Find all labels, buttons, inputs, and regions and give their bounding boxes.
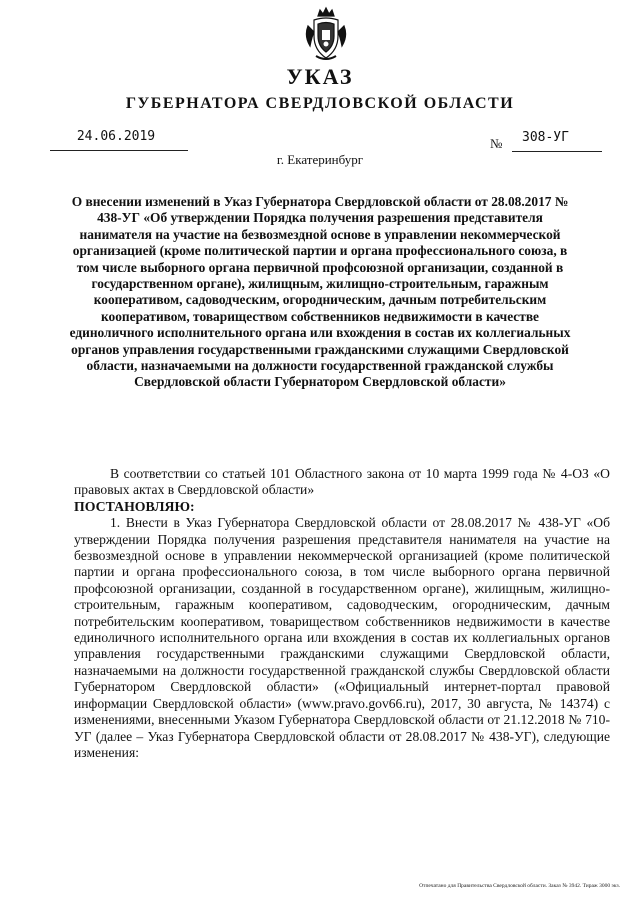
decree-body xyxy=(74,466,610,761)
decree-word: ПОСТАНОВЛЯЮ: xyxy=(74,498,195,514)
item-1-paragraph: 1. Внести в Указ Губернатора Свердловской области от 28.08.2017 № 438-УГ «Об утверждении Порядка получения разрешения представителя нанимателя на участие на безвозмездной основе в управлении некоммерческой организацией (кроме политической партии и органа профессионального союза, в том числе выборного органа первичной профсоюзной организации, созданной в государственном органе), жилищным, жилищно-строительным, гаражным кооперативом, садоводческим, огородническим, дачным потребительским кооперативом, товариществом собственников недвижимости в качестве единоличного исполнительного органа или вхождения в состав их коллегиальных органов управления государственными гражданскими служащими Свердловской области, назначаемыми на должности государственной гражданской службы Свердловской области Губернатором Свердловской области» («Официальный интернет-портал правовой информации Свердловской области» (www.pravo.gov66.ru), 2017, 30 августа, № 14374) с изменениями, внесенными Указом Губернатора Свердловской области от 21.12.2018 № 710-УГ (далее – Указ Губернатора Свердловской области от 28.08.2017 № 438-УГ), следующие изменения: xyxy=(74,515,610,760)
decree-subject: О внесении изменений в Указ Губернатора Свердловской области от 28.08.2017 № 438-УГ «Об утверждении Порядка получения разрешения представителя нанимателя на участие на безвозмездной основе в управлении некоммерческой организацией (кроме политической партии и органа профессионального союза, в том числе выборного органа первичной профсоюзной организации, созданной в государственном органе), жилищным, жилищно-строительным, гаражным кооперативом, садоводческим, огородническим, дачным потребительским кооперативом, товариществом собственников недвижимости в качестве единоличного исполнительного органа или вхождения в состав их коллегиальных органов управления государственными гражданскими служащими Свердловской области, назначаемыми на должности государственной гражданской службы Свердловской области Губернатором Свердловской области» xyxy=(69,194,571,390)
preamble-paragraph: В соответствии со статьей 101 Областного закона от 10 марта 1999 года № 4-ОЗ «О правовых актах в Свердловской области» xyxy=(74,466,610,498)
issuer-title: ГУБЕРНАТОРА СВЕРДЛОВСКОЙ ОБЛАСТИ xyxy=(125,95,515,112)
number-sign: № xyxy=(490,136,503,151)
city-label: г. Екатеринбург xyxy=(276,152,364,167)
document-date: 24.06.2019 xyxy=(76,129,156,144)
coat-of-arms-icon xyxy=(304,6,348,64)
document-number: 308-УГ xyxy=(522,130,569,145)
date-underline xyxy=(50,150,188,151)
document-type-title: УКАЗ xyxy=(286,64,354,89)
print-footer: Отпечатано для Правительства Свердловской области. Заказ № 3942. Тираж 3000 экз. xyxy=(419,883,620,889)
